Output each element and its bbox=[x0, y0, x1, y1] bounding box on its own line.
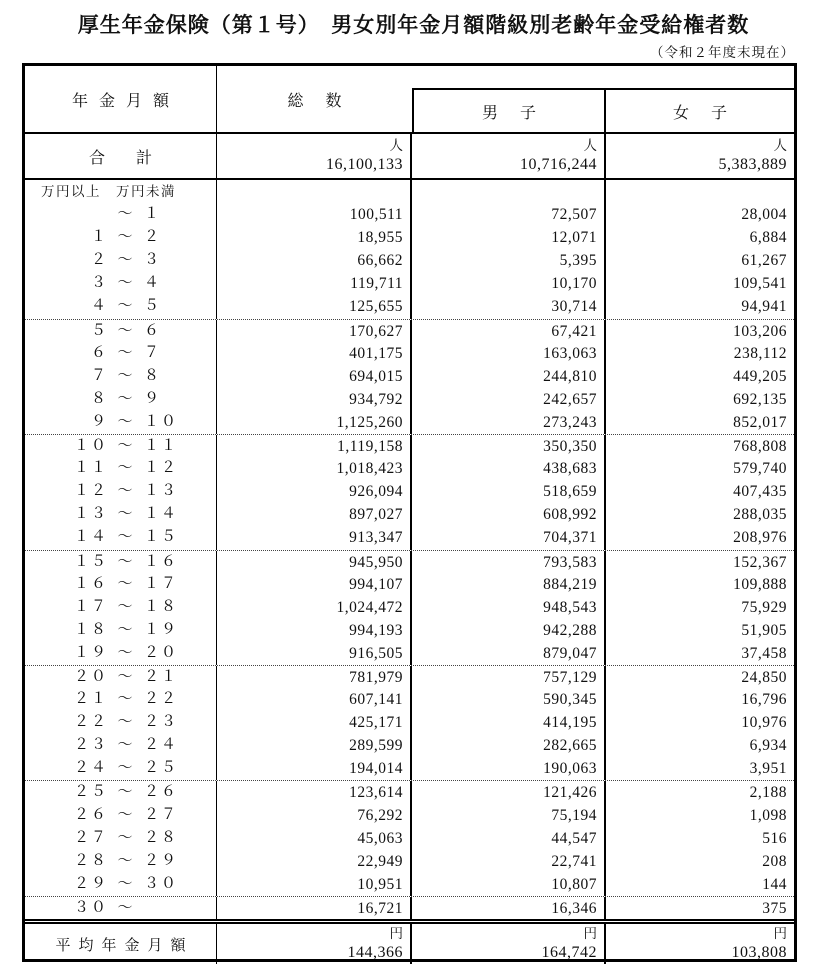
range-tilde: ～ bbox=[117, 275, 135, 292]
range-tilde: ～ bbox=[117, 691, 135, 708]
range-label bbox=[25, 873, 217, 896]
range-label bbox=[25, 688, 217, 711]
range-from: １９ bbox=[73, 644, 108, 661]
range-tilde: ～ bbox=[117, 252, 135, 269]
column-header-female-label: 女子 bbox=[672, 104, 749, 122]
grand-total-label bbox=[25, 134, 217, 178]
range-label bbox=[25, 203, 217, 226]
male-value: 942,288 bbox=[412, 619, 606, 642]
range-label bbox=[25, 642, 217, 665]
table-row bbox=[25, 850, 794, 873]
range-header-row bbox=[25, 180, 794, 203]
table-row bbox=[25, 388, 794, 411]
range-from: ８ bbox=[90, 390, 108, 407]
male-value: 12,071 bbox=[412, 226, 606, 249]
grand-total-total bbox=[217, 134, 412, 178]
gender-header-box bbox=[412, 88, 794, 132]
female-value: 144 bbox=[762, 875, 787, 893]
range-label bbox=[25, 295, 217, 318]
table-row bbox=[25, 734, 794, 757]
range-label bbox=[25, 757, 217, 780]
range-to: ８ bbox=[144, 367, 162, 384]
range-tilde: ～ bbox=[117, 737, 135, 754]
female-value: 103,206 bbox=[733, 322, 787, 340]
total-value: 401,175 bbox=[217, 342, 412, 365]
range-tilde: ～ bbox=[117, 621, 135, 638]
empty-cell bbox=[412, 180, 606, 203]
grand-total-row bbox=[25, 134, 794, 180]
range-to bbox=[144, 897, 202, 920]
range-label bbox=[25, 365, 217, 388]
range-to: １９ bbox=[144, 621, 179, 638]
page-title: 厚生年金保険（第１号） 男女別年金月額階級別老齢年金受給権者数 bbox=[77, 13, 750, 37]
male-value: 948,543 bbox=[412, 596, 606, 619]
table-row bbox=[25, 295, 794, 318]
grand-total-male-value: 10,716,244 bbox=[520, 156, 597, 173]
grand-total-female bbox=[606, 134, 794, 178]
range-from: １１ bbox=[73, 460, 108, 477]
male-value: 350,350 bbox=[412, 435, 606, 458]
male-value: 590,345 bbox=[412, 688, 606, 711]
range-to: ３ bbox=[144, 252, 162, 269]
male-value: 67,421 bbox=[412, 320, 606, 343]
range-to: ９ bbox=[144, 390, 162, 407]
average-female-value: 103,808 bbox=[731, 944, 787, 961]
range-to: ２５ bbox=[144, 760, 179, 777]
female-value: 16,796 bbox=[741, 691, 787, 709]
range-label bbox=[25, 503, 217, 526]
female-value: 51,905 bbox=[741, 621, 787, 639]
table-row bbox=[25, 757, 794, 780]
range-label bbox=[25, 435, 217, 458]
range-label bbox=[25, 249, 217, 272]
female-value: 37,458 bbox=[741, 644, 787, 662]
range-from: １４ bbox=[73, 529, 108, 546]
range-tilde: ～ bbox=[117, 483, 135, 500]
grand-total-total-value: 16,100,133 bbox=[326, 156, 403, 173]
range-from: ２９ bbox=[73, 875, 108, 892]
range-tilde: ～ bbox=[117, 760, 135, 777]
female-value: 208,976 bbox=[733, 529, 787, 547]
male-value: 704,371 bbox=[412, 526, 606, 549]
column-header-total bbox=[217, 66, 412, 132]
average-row bbox=[25, 919, 794, 964]
total-value: 18,955 bbox=[217, 226, 412, 249]
range-tilde: ～ bbox=[117, 598, 135, 615]
range-label bbox=[25, 342, 217, 365]
total-value: 66,662 bbox=[217, 249, 412, 272]
range-tilde: ～ bbox=[117, 298, 135, 315]
male-value: 72,507 bbox=[412, 203, 606, 226]
range-from: １８ bbox=[73, 621, 108, 638]
average-total bbox=[217, 924, 412, 964]
average-male-value: 164,742 bbox=[541, 944, 597, 961]
range-tilde: ～ bbox=[117, 668, 135, 685]
table-row bbox=[25, 780, 794, 803]
male-value: 273,243 bbox=[412, 411, 606, 434]
total-value: 194,014 bbox=[217, 757, 412, 780]
table-row bbox=[25, 457, 794, 480]
male-value: 884,219 bbox=[412, 573, 606, 596]
unit-yen: 円 bbox=[773, 926, 787, 941]
range-from: ２７ bbox=[73, 829, 108, 846]
male-value: 190,063 bbox=[412, 757, 606, 780]
total-value: 1,024,472 bbox=[217, 596, 412, 619]
table-header bbox=[25, 66, 794, 134]
total-value: 123,614 bbox=[217, 781, 412, 804]
male-value: 75,194 bbox=[412, 804, 606, 827]
table-row bbox=[25, 411, 794, 434]
range-tilde: ～ bbox=[117, 438, 135, 455]
male-value: 242,657 bbox=[412, 388, 606, 411]
range-tilde: ～ bbox=[117, 852, 135, 869]
total-value: 994,193 bbox=[217, 619, 412, 642]
range-to: １７ bbox=[144, 575, 179, 592]
female-value: 516 bbox=[762, 829, 787, 847]
unit-persons: 人 bbox=[389, 138, 403, 153]
range-to: ２９ bbox=[144, 852, 179, 869]
table-row bbox=[25, 688, 794, 711]
column-header-pension-amount-label: 年金月額 bbox=[71, 92, 180, 110]
total-value: 913,347 bbox=[217, 526, 412, 549]
range-label bbox=[25, 226, 217, 249]
female-value: 10,976 bbox=[741, 714, 787, 732]
table-row bbox=[25, 434, 794, 457]
range-from: １２ bbox=[73, 483, 108, 500]
total-value: 1,125,260 bbox=[217, 411, 412, 434]
range-to: ２１ bbox=[144, 668, 179, 685]
total-value: 45,063 bbox=[217, 827, 412, 850]
range-label bbox=[25, 711, 217, 734]
pension-table bbox=[22, 63, 797, 962]
male-value: 16,346 bbox=[412, 897, 606, 920]
report-date: （令和２年度末現在） bbox=[650, 45, 795, 60]
total-value: 607,141 bbox=[217, 688, 412, 711]
range-to: １３ bbox=[144, 483, 179, 500]
range-tilde: ～ bbox=[117, 229, 135, 246]
table-row bbox=[25, 896, 794, 919]
empty-cell bbox=[606, 180, 794, 203]
range-to: ２７ bbox=[144, 806, 179, 823]
male-value: 22,741 bbox=[412, 850, 606, 873]
range-from: ２４ bbox=[73, 760, 108, 777]
range-label bbox=[25, 411, 217, 434]
female-value: 109,888 bbox=[733, 575, 787, 593]
range-label bbox=[25, 480, 217, 503]
table-row bbox=[25, 526, 794, 549]
female-value: 6,884 bbox=[749, 229, 787, 247]
female-value: 852,017 bbox=[733, 413, 787, 431]
range-label bbox=[25, 457, 217, 480]
average-male bbox=[412, 924, 606, 964]
range-tilde: ～ bbox=[117, 390, 135, 407]
average-total-value: 144,366 bbox=[347, 944, 403, 961]
range-from: １７ bbox=[73, 598, 108, 615]
female-value: 375 bbox=[762, 899, 787, 917]
total-value: 76,292 bbox=[217, 804, 412, 827]
female-value: 28,004 bbox=[741, 206, 787, 224]
unit-persons: 人 bbox=[583, 138, 597, 153]
range-from: ３ bbox=[90, 275, 108, 292]
range-to: ４ bbox=[144, 275, 162, 292]
range-from: １６ bbox=[73, 575, 108, 592]
range-from: ５ bbox=[90, 322, 108, 339]
female-value: 407,435 bbox=[733, 483, 787, 501]
range-label bbox=[25, 897, 217, 920]
range-tilde: ～ bbox=[117, 553, 135, 570]
table-row bbox=[25, 642, 794, 665]
range-from: ３０ bbox=[73, 899, 108, 916]
male-value: 244,810 bbox=[412, 365, 606, 388]
total-value: 694,015 bbox=[217, 365, 412, 388]
table-row bbox=[25, 804, 794, 827]
range-tilde: ～ bbox=[117, 875, 135, 892]
female-value: 579,740 bbox=[733, 460, 787, 478]
range-label bbox=[25, 272, 217, 295]
range-from: １０ bbox=[73, 438, 108, 455]
total-value: 170,627 bbox=[217, 320, 412, 343]
total-value: 781,979 bbox=[217, 666, 412, 689]
range-from: １ bbox=[90, 229, 108, 246]
total-value: 22,949 bbox=[217, 850, 412, 873]
range-to: ２６ bbox=[144, 784, 179, 801]
table-row bbox=[25, 711, 794, 734]
range-from: ２２ bbox=[73, 714, 108, 731]
range-to: ７ bbox=[144, 344, 162, 361]
grand-total-female-value: 5,383,889 bbox=[718, 156, 787, 173]
total-value: 1,018,423 bbox=[217, 457, 412, 480]
total-value: 1,119,158 bbox=[217, 435, 412, 458]
range-from: １３ bbox=[73, 506, 108, 523]
range-label bbox=[25, 781, 217, 804]
female-value: 6,934 bbox=[749, 737, 787, 755]
male-value: 438,683 bbox=[412, 457, 606, 480]
table-row bbox=[25, 226, 794, 249]
male-value: 44,547 bbox=[412, 827, 606, 850]
male-value: 5,395 bbox=[412, 249, 606, 272]
range-from: ４ bbox=[90, 298, 108, 315]
male-value: 30,714 bbox=[412, 295, 606, 318]
range-label bbox=[25, 804, 217, 827]
total-value: 945,950 bbox=[217, 551, 412, 574]
female-value: 2,188 bbox=[749, 784, 787, 802]
female-value: 1,098 bbox=[749, 806, 787, 824]
column-header-male bbox=[414, 90, 606, 132]
range-to: ２３ bbox=[144, 714, 179, 731]
range-to: １６ bbox=[144, 553, 179, 570]
range-tilde: ～ bbox=[117, 529, 135, 546]
male-value: 414,195 bbox=[412, 711, 606, 734]
range-tilde: ～ bbox=[117, 206, 135, 223]
female-value: 61,267 bbox=[741, 252, 787, 270]
table-row bbox=[25, 573, 794, 596]
male-value: 163,063 bbox=[412, 342, 606, 365]
table-row bbox=[25, 272, 794, 295]
table-row bbox=[25, 319, 794, 342]
male-value: 518,659 bbox=[412, 480, 606, 503]
range-tilde: ～ bbox=[117, 806, 135, 823]
range-to: １０ bbox=[144, 413, 179, 430]
range-to: １２ bbox=[144, 460, 179, 477]
female-value: 109,541 bbox=[733, 275, 787, 293]
range-header-label: 万円以上 万円未満 bbox=[25, 180, 217, 203]
data-rows bbox=[25, 180, 794, 919]
female-value: 288,035 bbox=[733, 506, 787, 524]
range-from bbox=[50, 203, 108, 226]
range-to: ２８ bbox=[144, 829, 179, 846]
range-label bbox=[25, 551, 217, 574]
column-header-total-label: 総数 bbox=[287, 92, 364, 110]
total-value: 289,599 bbox=[217, 734, 412, 757]
table-row bbox=[25, 503, 794, 526]
table-row bbox=[25, 596, 794, 619]
table-row bbox=[25, 873, 794, 896]
range-from: ６ bbox=[90, 344, 108, 361]
range-label bbox=[25, 666, 217, 689]
female-value: 75,929 bbox=[741, 598, 787, 616]
unit-persons: 人 bbox=[773, 138, 787, 153]
female-value: 208 bbox=[762, 852, 787, 870]
male-value: 879,047 bbox=[412, 642, 606, 665]
female-value: 692,135 bbox=[733, 390, 787, 408]
column-header-female bbox=[606, 90, 794, 132]
range-label bbox=[25, 320, 217, 343]
female-value: 24,850 bbox=[741, 668, 787, 686]
range-from: ２６ bbox=[73, 806, 108, 823]
table-row bbox=[25, 619, 794, 642]
total-value: 10,951 bbox=[217, 873, 412, 896]
unit-yen: 円 bbox=[389, 926, 403, 941]
total-value: 934,792 bbox=[217, 388, 412, 411]
female-value: 3,951 bbox=[749, 760, 787, 778]
range-label bbox=[25, 734, 217, 757]
table-row bbox=[25, 203, 794, 226]
table-row bbox=[25, 665, 794, 688]
range-to: ６ bbox=[144, 322, 162, 339]
range-label bbox=[25, 573, 217, 596]
range-to: １８ bbox=[144, 598, 179, 615]
range-tilde: ～ bbox=[117, 829, 135, 846]
range-label bbox=[25, 850, 217, 873]
total-value: 16,721 bbox=[217, 897, 412, 920]
range-from: ２５ bbox=[73, 784, 108, 801]
total-value: 119,711 bbox=[217, 272, 412, 295]
male-value: 757,129 bbox=[412, 666, 606, 689]
table-row bbox=[25, 249, 794, 272]
total-value: 926,094 bbox=[217, 480, 412, 503]
range-to: １ bbox=[144, 206, 162, 223]
total-value: 100,511 bbox=[217, 203, 412, 226]
male-value: 10,170 bbox=[412, 272, 606, 295]
female-value: 152,367 bbox=[733, 553, 787, 571]
range-label bbox=[25, 596, 217, 619]
range-from: １５ bbox=[73, 553, 108, 570]
range-label bbox=[25, 827, 217, 850]
range-tilde: ～ bbox=[117, 460, 135, 477]
range-to: ２４ bbox=[144, 737, 179, 754]
table-row bbox=[25, 550, 794, 573]
range-tilde: ～ bbox=[117, 367, 135, 384]
range-to: ２０ bbox=[144, 644, 179, 661]
total-value: 994,107 bbox=[217, 573, 412, 596]
male-value: 282,665 bbox=[412, 734, 606, 757]
male-value: 10,807 bbox=[412, 873, 606, 896]
empty-cell bbox=[217, 180, 412, 203]
grand-total-male bbox=[412, 134, 606, 178]
average-label-text: 平均年金月額 bbox=[55, 937, 194, 954]
range-tilde: ～ bbox=[117, 784, 135, 801]
range-to: １１ bbox=[144, 438, 179, 455]
total-value: 425,171 bbox=[217, 711, 412, 734]
table-row bbox=[25, 365, 794, 388]
male-value: 608,992 bbox=[412, 503, 606, 526]
range-tilde: ～ bbox=[117, 575, 135, 592]
table-row bbox=[25, 342, 794, 365]
range-tilde: ～ bbox=[117, 322, 135, 339]
range-label bbox=[25, 619, 217, 642]
range-tilde: ～ bbox=[117, 714, 135, 731]
total-value: 125,655 bbox=[217, 295, 412, 318]
total-value: 916,505 bbox=[217, 642, 412, 665]
range-to: ３０ bbox=[144, 875, 179, 892]
average-label bbox=[25, 924, 217, 964]
range-to: １４ bbox=[144, 506, 179, 523]
grand-total-label-text: 合計 bbox=[88, 149, 183, 167]
range-to: ５ bbox=[144, 298, 162, 315]
range-from: ２１ bbox=[73, 691, 108, 708]
range-from: ２０ bbox=[73, 668, 108, 685]
range-tilde: ～ bbox=[117, 899, 135, 916]
range-to: ２ bbox=[144, 229, 162, 246]
range-label bbox=[25, 388, 217, 411]
range-from: ２８ bbox=[73, 852, 108, 869]
female-value: 238,112 bbox=[733, 344, 787, 362]
range-from: ２ bbox=[90, 252, 108, 269]
column-header-pension-amount bbox=[25, 66, 217, 132]
range-from: ２３ bbox=[73, 737, 108, 754]
range-from: ９ bbox=[90, 413, 108, 430]
column-header-male-label: 男子 bbox=[481, 104, 558, 122]
male-value: 793,583 bbox=[412, 551, 606, 574]
average-female bbox=[606, 924, 794, 964]
range-tilde: ～ bbox=[117, 413, 135, 430]
female-value: 768,808 bbox=[733, 438, 787, 456]
total-value: 897,027 bbox=[217, 503, 412, 526]
table-row bbox=[25, 827, 794, 850]
range-tilde: ～ bbox=[117, 506, 135, 523]
range-tilde: ～ bbox=[117, 344, 135, 361]
range-to: ２２ bbox=[144, 691, 179, 708]
male-value: 121,426 bbox=[412, 781, 606, 804]
range-from: ７ bbox=[90, 367, 108, 384]
range-label bbox=[25, 526, 217, 549]
female-value: 449,205 bbox=[733, 367, 787, 385]
unit-yen: 円 bbox=[583, 926, 597, 941]
female-value: 94,941 bbox=[741, 298, 787, 316]
range-to: １５ bbox=[144, 529, 179, 546]
range-tilde: ～ bbox=[117, 644, 135, 661]
table-row bbox=[25, 480, 794, 503]
